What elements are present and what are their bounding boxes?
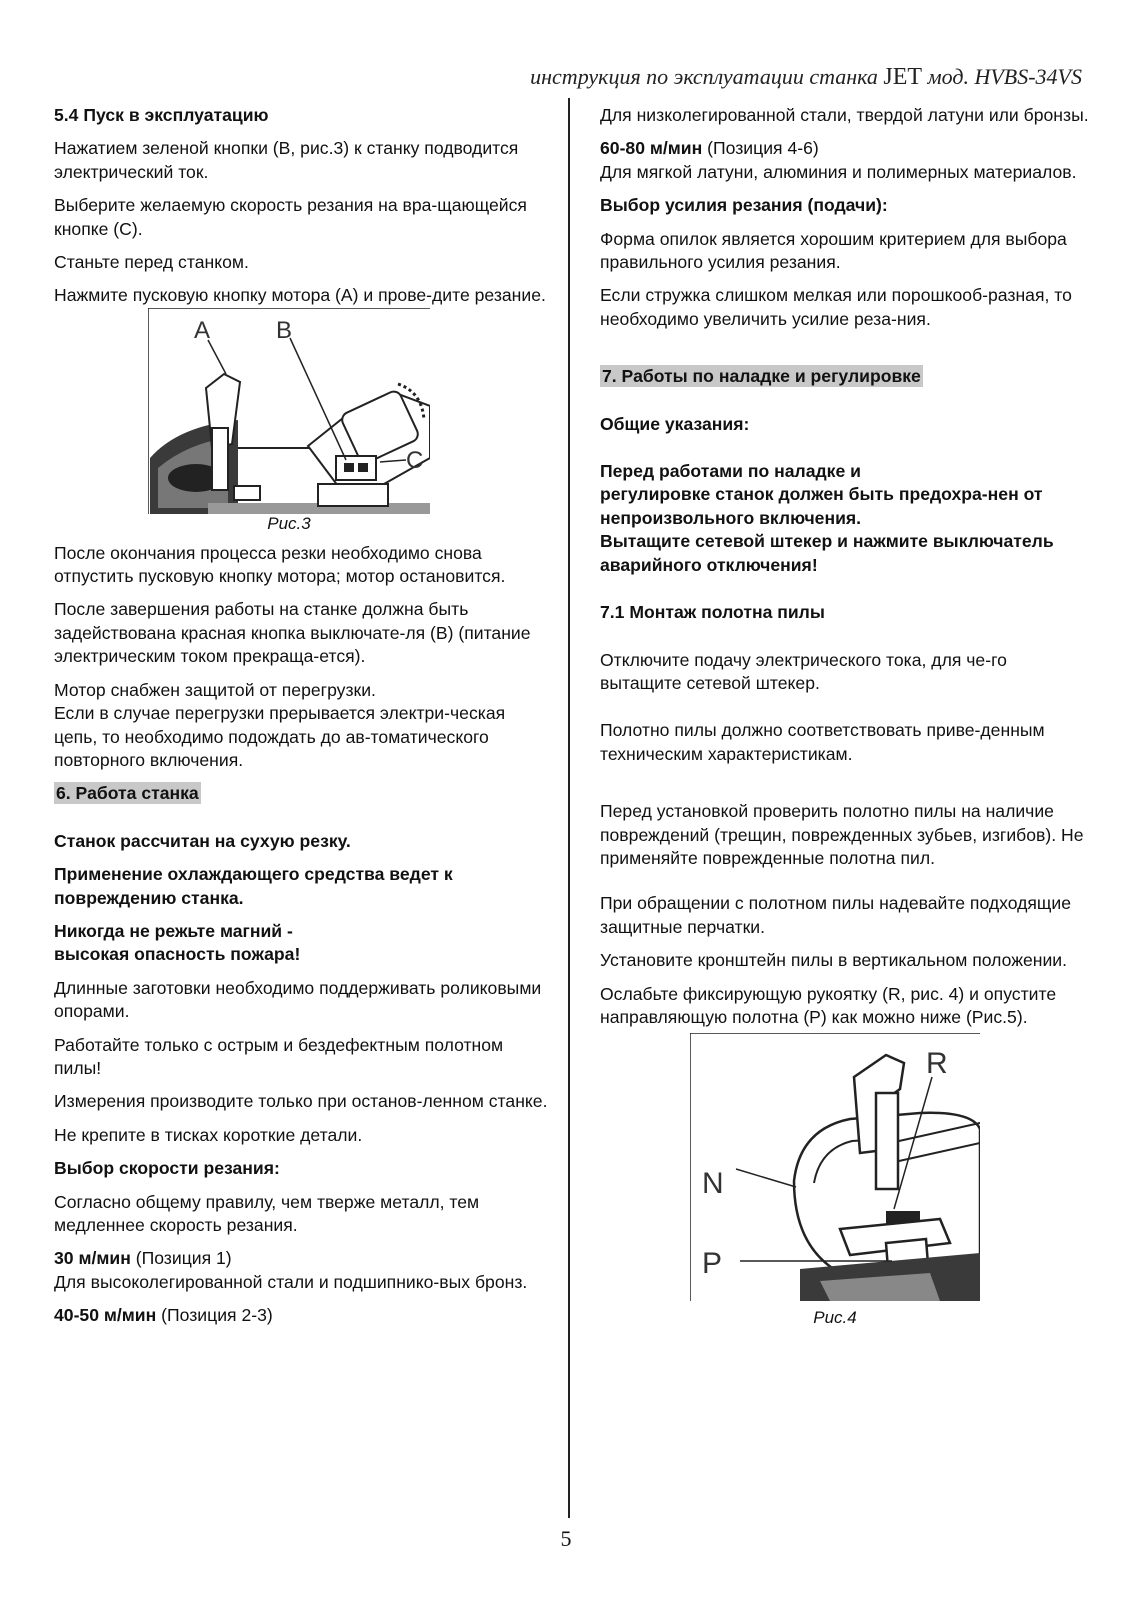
warning-fire: высокая опасность пожара! (54, 944, 301, 965)
paragraph: Полотно пилы должно соответствовать приве-денным техническим характеристикам. (600, 720, 1045, 764)
section-7-title-text: 7. Работы по наладке и регулировке (602, 366, 921, 387)
paragraph: При обращении с полотном пилы надевайте подходящие защитные перчатки. (600, 893, 1071, 937)
paragraph: Мотор снабжен защитой от перегрузки. (54, 679, 376, 700)
speed-30-label: 30 м/мин (54, 1248, 131, 1269)
figure-3 (148, 308, 430, 536)
paragraph: Длинные заготовки необходимо поддерживать роликовыми опорами. (54, 977, 542, 1022)
speed-30 (54, 1247, 549, 1270)
figure-4-caption: Рис.4 (813, 1307, 857, 1327)
paragraph: Измерения производите только при останов-ленном станке. (54, 1091, 548, 1112)
feed-selection-title: Выбор усилия резания (подачи): (600, 195, 888, 216)
section-6-title-text: 6. Работа станка (56, 783, 199, 804)
figure-4 (690, 1033, 980, 1329)
paragraph: Если в случае перегрузки прерывается электри-ческая цепь, то необходимо подождать до ав-томатического повторного включения. (54, 703, 506, 770)
paragraph: Для высоколегированной стали и подшипнико-вых бронз. (54, 1271, 528, 1292)
paragraph: Работайте только с острым и бездефектным полотном пилы! (54, 1034, 504, 1078)
speed-60-80 (600, 137, 1090, 160)
paragraph: После окончания процесса резки необходимо снова отпустить пусковую кнопку мотора; мотор остановится. (54, 542, 506, 587)
paragraph: Отключите подачу электрического тока, для че-го вытащите сетевой штекер. (600, 649, 1007, 693)
paragraph: Ослабьте фиксирующую рукоятку (R, рис. 4) и опустите направляющую полотна (P) как можно ниже (Рис.5). (600, 983, 1057, 1027)
header-brand: JET (883, 64, 923, 90)
paragraph: Выберите желаемую скорость резания на вра-щающейся кнопке (C). (54, 195, 527, 239)
header-text: инструкция по эксплуатации станка (530, 64, 878, 89)
paragraph: Нажмите пусковую кнопку мотора (A) и прове-дите резание. (54, 285, 546, 306)
paragraph: Станьте перед станком. (54, 252, 249, 273)
page-number: 5 (560, 1526, 572, 1551)
speed-60-80-position: (Позиция 4-6) (702, 138, 819, 159)
column-divider (568, 98, 570, 1518)
general-notes-title: Общие указания: (600, 413, 750, 434)
speed-40-50 (54, 1304, 549, 1327)
blade-guide-illustration (690, 1033, 980, 1301)
label-c: C (406, 446, 424, 474)
paragraph: Перед установкой проверить полотно пилы на наличие повреждений (трещин, поврежденных зубьев, изгибов). Не применяйте поврежденные полотна пил. (600, 801, 1084, 868)
paragraph: Для низколегированной стали, твердой латуни или бронзы. (600, 105, 1089, 125)
section-7-1-title: 7.1 Монтаж полотна пилы (600, 602, 825, 623)
paragraph: Согласно общему правилу, чем тверже металл, тем медленнее скорость резания. (54, 1191, 480, 1235)
label-n: N (702, 1167, 724, 1201)
speed-selection-title: Выбор скорости резания: (54, 1158, 280, 1179)
label-r: R (926, 1047, 948, 1081)
paragraph: После завершения работы на станке должна быть задействована красная кнопка выключате-ля (B) (питание электрическим током прекраща-ется). (54, 599, 531, 667)
paragraph: Форма опилок является хорошим критерием для выбора правильного усилия резания. (600, 228, 1067, 273)
speed-30-position: (Позиция 1) (130, 1248, 232, 1269)
warning-coolant: Применение охлаждающего средства ведет к повреждению станка. (54, 864, 453, 908)
label-a: A (194, 316, 211, 344)
paragraph: Не крепите в тисках короткие детали. (54, 1124, 363, 1145)
running-header (530, 64, 1082, 91)
speed-40-50-position: (Позиция 2-3) (156, 1305, 273, 1326)
warning-magnesium: Никогда не режьте магний - (54, 920, 293, 941)
paragraph: Если стружка слишком мелкая или порошкооб-разная, то необходимо увеличить усилие реза-ния. (600, 285, 1072, 329)
safety-warning-line3: Вытащите сетевой штекер и нажмите выключатель аварийного отключения! (600, 531, 1054, 575)
safety-warning-line1: Перед работами по наладке и (600, 461, 861, 482)
paragraph: Установите кронштейн пилы в вертикальном положении. (600, 950, 1068, 971)
section-6-title (54, 782, 549, 805)
machine-control-illustration (148, 308, 430, 514)
speed-40-50-label: 40-50 м/мин (54, 1305, 157, 1326)
left-column (54, 104, 549, 1338)
right-column (600, 104, 1090, 1335)
paragraph: Нажатием зеленой кнопки (B, рис.3) к станку подводится электрический ток. (54, 138, 519, 182)
figure-3-caption: Рис.3 (267, 514, 311, 534)
paragraph: Для мягкой латуни, алюминия и полимерных материалов. (600, 161, 1077, 182)
section-5-4-title: 5.4 Пуск в эксплуатацию (54, 105, 269, 125)
label-b: B (276, 316, 293, 344)
safety-warning-line2: регулировке станок должен быть предохра-нен от непроизвольного включения. (600, 484, 1043, 528)
section-7-title (600, 365, 1090, 388)
warning-dry-cut: Станок рассчитан на сухую резку. (54, 830, 351, 851)
label-p: P (702, 1247, 723, 1281)
speed-60-80-label: 60-80 м/мин (600, 138, 703, 159)
header-model: мод. HVBS-34VS (927, 64, 1082, 89)
